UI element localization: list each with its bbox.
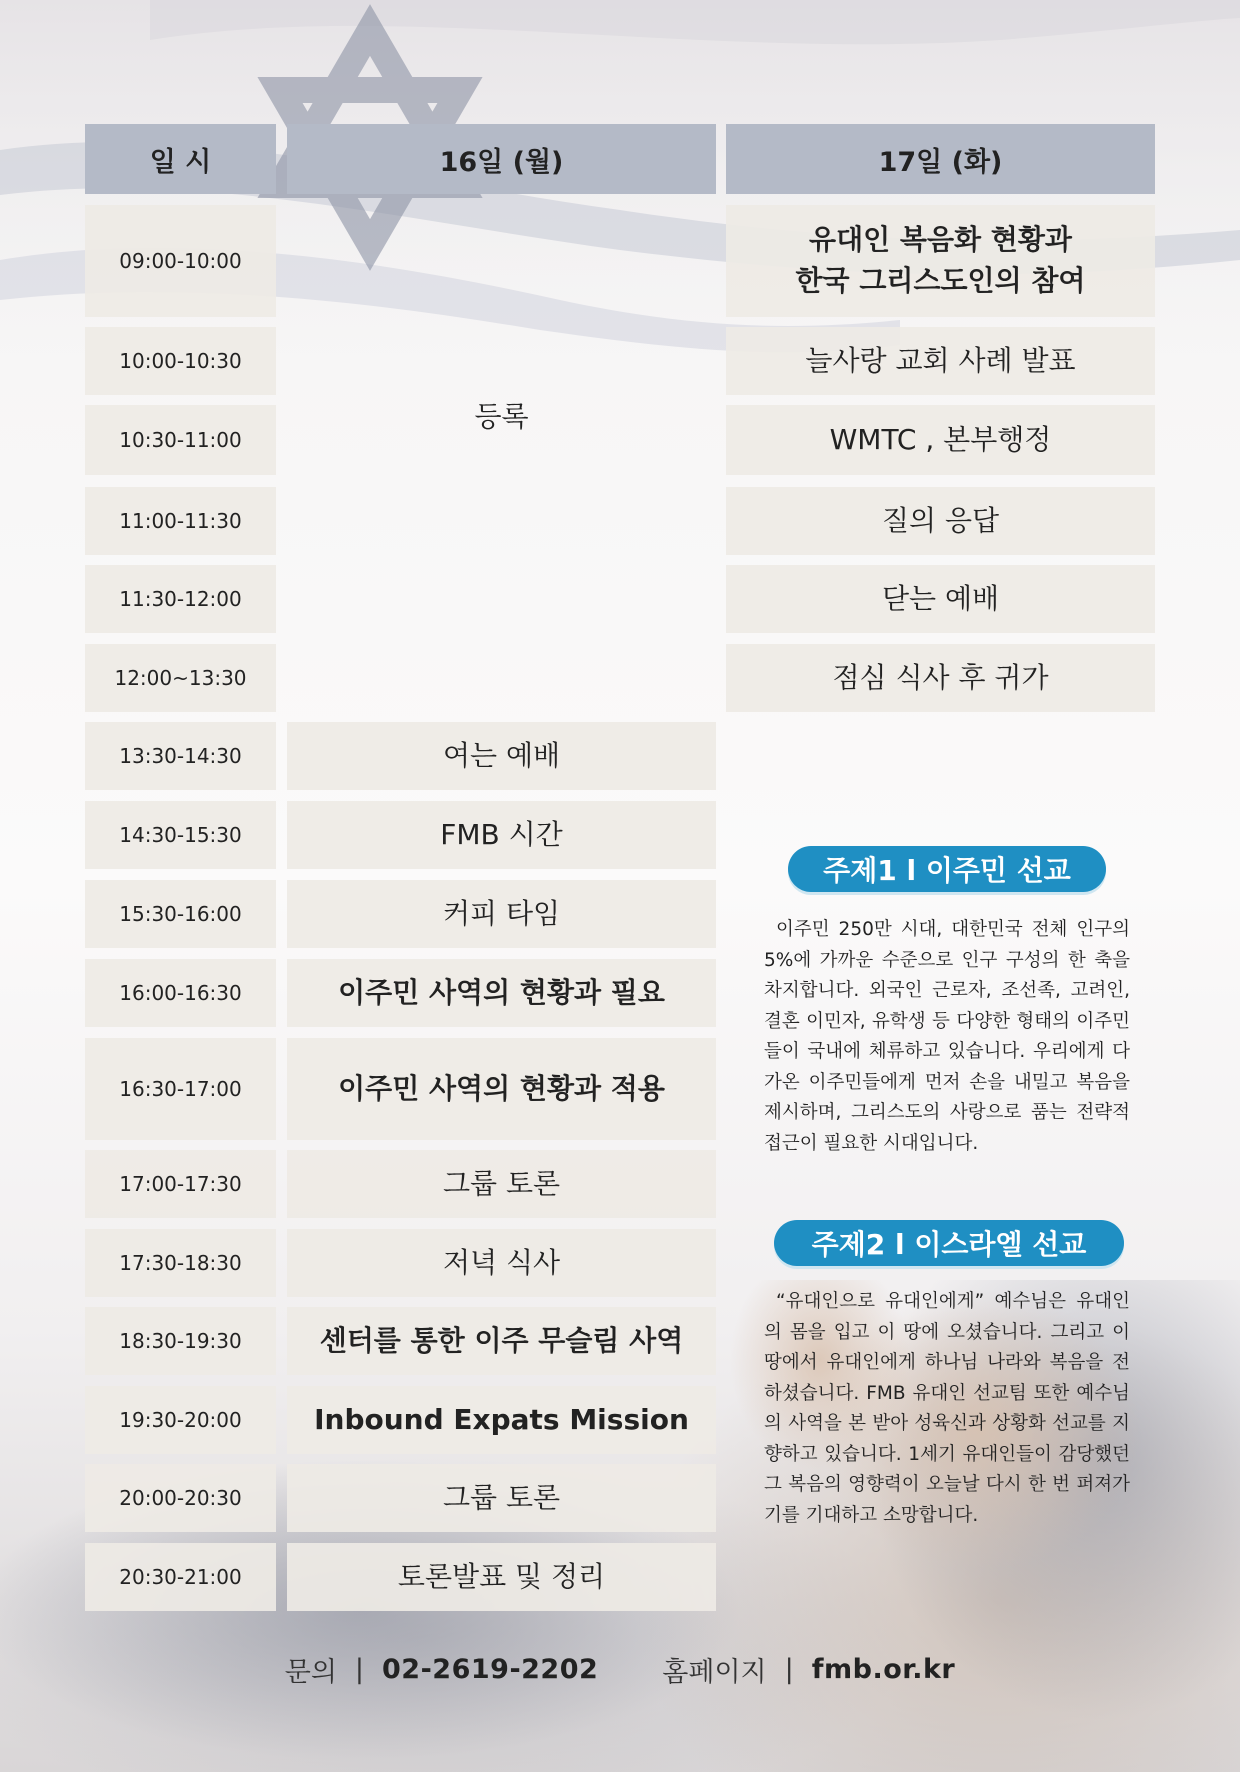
day1-item: 센터를 통한 이주 무슬림 사역: [287, 1307, 716, 1375]
day1-item: 이주민 사역의 현황과 적용: [287, 1038, 716, 1140]
time-slot: 20:00-20:30: [85, 1464, 276, 1532]
theme1-text: 이주민 250만 시대, 대한민국 전체 인구의 5%에 가까운 수준으로 인구 구성의 한 축을 차지합니다. 외국인 근로자, 조선족, 고려인, 결혼 이민자, 유학생 등 다양한 형태의 이주민들이 국내에 체류하고 있습니다. 우리에게 다가온 이주민들에게 먼저 손을 내밀고 복음을 제시하며, 그리스도의 사랑으로 품는 전략적 접근이 필요한 시대입니다.: [764, 919, 1130, 1154]
time-slot: 09:00-10:00: [85, 205, 276, 317]
day1-item: 여는 예배: [287, 722, 716, 790]
day1-item: 그룹 토론: [287, 1150, 716, 1218]
day1-item: 토론발표 및 정리: [287, 1543, 716, 1611]
day2-item: 닫는 예배: [726, 565, 1155, 633]
time-slot: 20:30-21:00: [85, 1543, 276, 1611]
time-slot: 13:30-14:30: [85, 722, 276, 790]
time-slot: 15:30-16:00: [85, 880, 276, 948]
time-slot: 18:30-19:30: [85, 1307, 276, 1375]
day2-item: 유대인 복음화 현황과 한국 그리스도인의 참여: [726, 205, 1155, 317]
header-time: 일 시: [85, 124, 276, 194]
homepage-url: fmb.or.kr: [811, 1654, 956, 1685]
day1-item: 이주민 사역의 현황과 필요: [287, 959, 716, 1027]
homepage-separator: |: [784, 1654, 794, 1685]
day1-item: Inbound Expats Mission: [287, 1386, 716, 1454]
time-slot: 19:30-20:00: [85, 1386, 276, 1454]
day1-item: 커피 타임: [287, 880, 716, 948]
contact-separator: |: [354, 1654, 365, 1685]
time-slot: 16:00-16:30: [85, 959, 276, 1027]
time-slot: 11:30-12:00: [85, 565, 276, 633]
theme1-title: 주제1 l 이주민 선교: [788, 846, 1106, 892]
time-slot: 12:00~13:30: [85, 644, 276, 712]
contact-phone: 02-2619-2202: [382, 1654, 599, 1685]
day1-registration: 등록: [474, 400, 529, 433]
day2-item: 점심 식사 후 귀가: [726, 644, 1155, 712]
day2-item: 질의 응답: [726, 487, 1155, 555]
time-slot: 11:00-11:30: [85, 487, 276, 555]
time-slot: 10:30-11:00: [85, 405, 276, 475]
header-day1: 16일 (월): [287, 124, 716, 194]
day1-item: FMB 시간: [287, 801, 716, 869]
day2-item: WMTC , 본부행정: [726, 405, 1155, 475]
theme2-text: “유대인으로 유대인에게” 예수님은 유대인의 몸을 입고 이 땅에 오셨습니다. 그리고 이 땅에서 유대인에게 하나님 나라와 복음을 전하셨습니다. FMB 유대인 선교팀 또한 예수님의 사역을 본 받아 성육신과 상황화 선교를 지향하고 있습니다. 1세기 유대인들이 감당했던 그 복음의 영향력이 오늘날 다시 한 번 퍼져가기를 기대하고 소망합니다.: [764, 1291, 1130, 1526]
time-slot: 17:00-17:30: [85, 1150, 276, 1218]
time-slot: 17:30-18:30: [85, 1229, 276, 1297]
header-day2: 17일 (화): [726, 124, 1155, 194]
theme2-title: 주제2 l 이스라엘 선교: [774, 1220, 1124, 1266]
time-slot: 14:30-15:30: [85, 801, 276, 869]
contact-label: 문의: [284, 1657, 337, 1688]
day1-item: 저녁 식사: [287, 1229, 716, 1297]
footer-contact: [0, 1650, 1240, 1689]
day2-item: 늘사랑 교회 사례 발표: [726, 327, 1155, 395]
day1-item: 그룹 토론: [287, 1464, 716, 1532]
time-slot: 10:00-10:30: [85, 327, 276, 395]
homepage-label: 홈페이지: [662, 1657, 767, 1688]
time-slot: 16:30-17:00: [85, 1038, 276, 1140]
